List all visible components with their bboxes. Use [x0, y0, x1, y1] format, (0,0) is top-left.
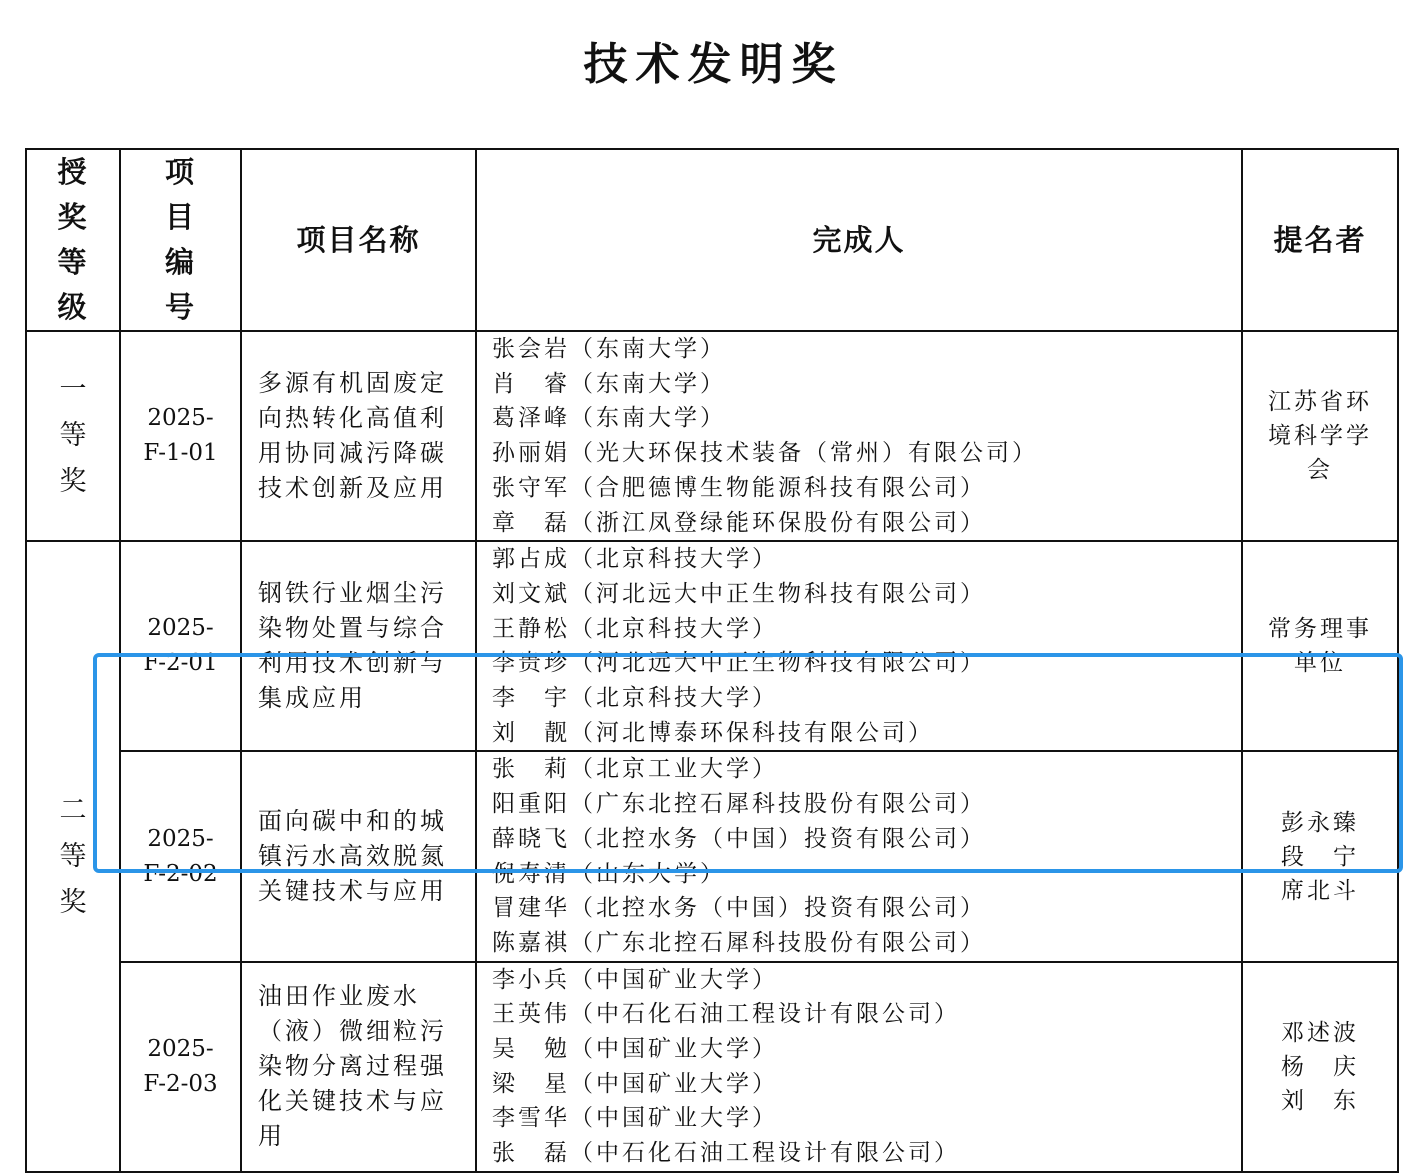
table-row [26, 751, 1398, 961]
table-row [26, 962, 1398, 1172]
project-nominator: 彭永臻 段 宁 席北斗 [1242, 751, 1398, 961]
project-code: 2025- F-2-01 [120, 541, 241, 751]
list-item: 张守军（合肥德博生物能源科技有限公司） [492, 474, 986, 501]
project-nominator: 江苏省环境科学学会 [1242, 331, 1398, 541]
page-title: 技术发明奖 [583, 39, 844, 90]
list-item: 王英伟（中石化石油工程设计有限公司） [492, 1001, 960, 1028]
list-item: 章 磊（浙江凤登绿能环保股份有限公司） [492, 509, 986, 536]
project-code: 2025- F-2-03 [120, 962, 241, 1172]
project-nominator: 邓述波 杨 庆 刘 东 [1242, 962, 1398, 1172]
list-item: 李雪华（中国矿业大学） [492, 1105, 778, 1132]
list-item: 郭占成（北京科技大学） [492, 546, 778, 573]
list-item: 陈嘉祺（广东北控石犀科技股份有限公司） [492, 929, 986, 956]
header-people: 完成人 [476, 149, 1242, 331]
award-table [25, 148, 1399, 1173]
project-people [476, 541, 1242, 751]
list-item: 刘 靓（河北博泰环保科技有限公司） [492, 719, 934, 746]
header-row [26, 149, 1398, 331]
list-item: 王静松（北京科技大学） [492, 615, 778, 642]
list-item: 李小兵（中国矿业大学） [492, 966, 778, 993]
header-code: 项目编号 [120, 149, 241, 331]
list-item: 肖 睿（东南大学） [492, 370, 726, 397]
table-row [26, 541, 1398, 751]
project-code: 2025- F-1-01 [120, 331, 241, 541]
table-row [26, 331, 1398, 541]
list-item: 倪寿清（山东大学） [492, 860, 726, 887]
project-nominator: 常务理事单位 [1242, 541, 1398, 751]
list-item: 张 莉（北京工业大学） [492, 756, 778, 783]
list-item: 阳重阳（广东北控石犀科技股份有限公司） [492, 791, 986, 818]
list-item: 梁 星（中国矿业大学） [492, 1070, 778, 1097]
list-item: 冒建华（北控水务（中国）投资有限公司） [492, 895, 986, 922]
list-item: 李 宇（北京科技大学） [492, 685, 778, 712]
level-second-prize: 二等奖 [26, 541, 120, 1172]
list-item: 吴 勉（中国矿业大学） [492, 1036, 778, 1063]
project-name: 钢铁行业烟尘污染物处置与综合利用技术创新与集成应用 [241, 541, 476, 751]
header-name: 项目名称 [241, 149, 476, 331]
project-code: 2025- F-2-02 [120, 751, 241, 961]
header-level: 授奖等级 [26, 149, 120, 331]
list-item: 张会岩（东南大学） [492, 336, 726, 362]
project-people [476, 962, 1242, 1172]
list-item: 李贵珍（河北远大中正生物科技有限公司） [492, 650, 986, 677]
project-name: 面向碳中和的城镇污水高效脱氮关键技术与应用 [241, 751, 476, 961]
header-nominator: 提名者 [1242, 149, 1398, 331]
project-people [476, 751, 1242, 961]
level-first-prize: 一等奖 [26, 331, 120, 541]
list-item: 刘文斌（河北远大中正生物科技有限公司） [492, 580, 986, 607]
project-name: 多源有机固废定向热转化高值利用协同减污降碳技术创新及应用 [241, 331, 476, 541]
list-item: 张 磊（中石化石油工程设计有限公司） [492, 1140, 960, 1167]
list-item: 孙丽娟（光大环保技术装备（常州）有限公司） [492, 440, 1038, 467]
list-item: 葛泽峰（东南大学） [492, 405, 726, 432]
list-item: 薛晓飞（北控水务（中国）投资有限公司） [492, 825, 986, 852]
project-people [476, 331, 1242, 541]
project-name: 油田作业废水（液）微细粒污染物分离过程强化关键技术与应用 [241, 962, 476, 1172]
